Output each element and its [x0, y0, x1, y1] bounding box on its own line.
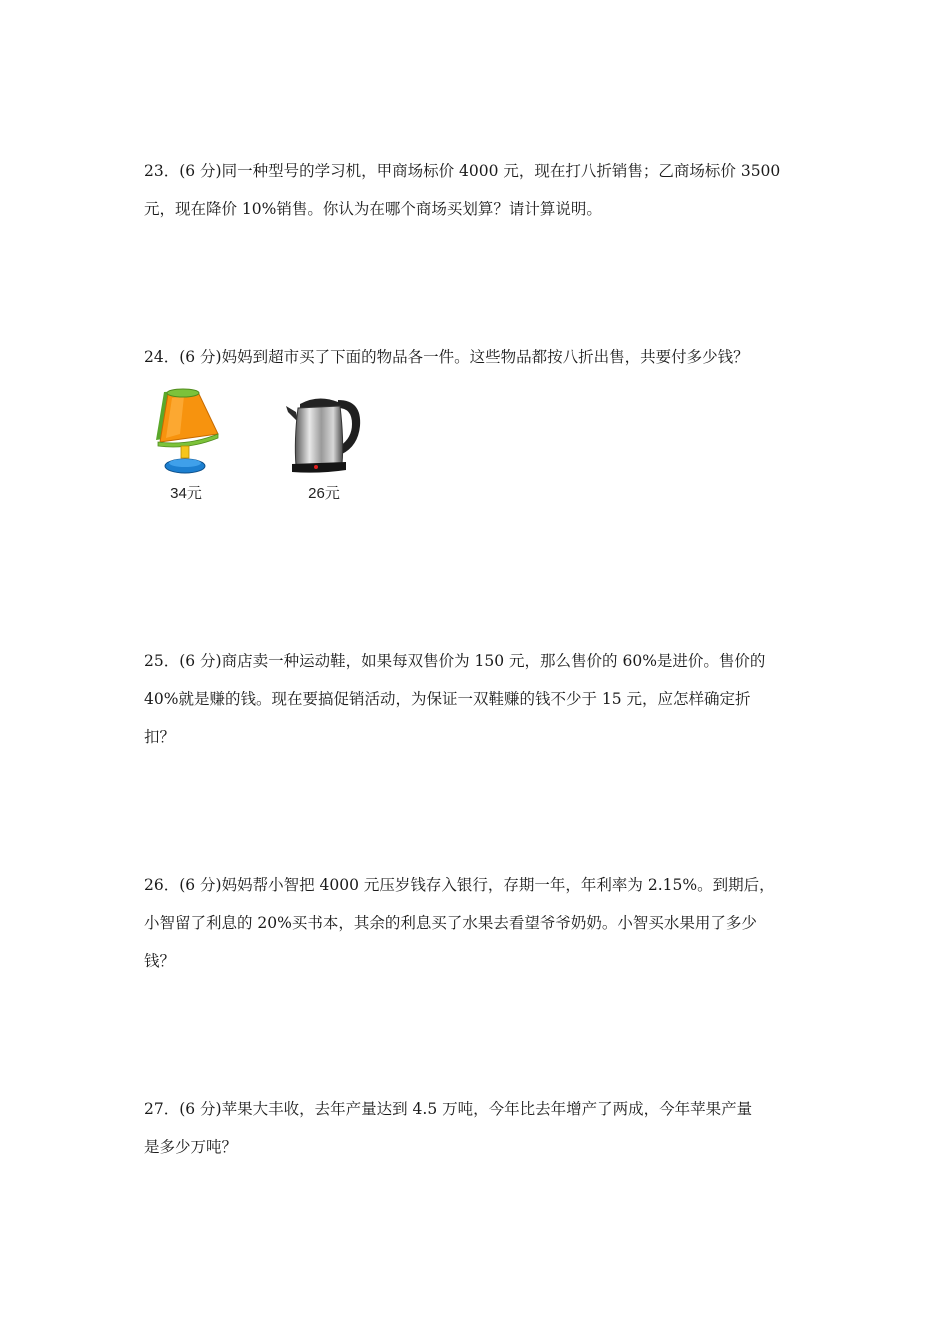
- question-24: [144, 338, 814, 376]
- question-line: 27．(6 分)苹果大丰收，去年产量达到 4.5 万吨，今年比去年增产了两成，今年苹果产量: [144, 1100, 753, 1118]
- question-line: 40%就是赚的钱。现在要搞促销活动，为保证一双鞋赚的钱不少于 15 元，应怎样确定折: [144, 690, 751, 708]
- question-line: 元，现在降价 10%销售。你认为在哪个商场买划算？请计算说明。: [144, 200, 602, 218]
- electric-kettle-icon: [282, 390, 366, 480]
- question-line: 钱？: [144, 952, 176, 970]
- question-27: [144, 1090, 814, 1166]
- question-line: 24．(6 分)妈妈到超市买了下面的物品各一件。这些物品都按八折出售，共要付多少钱？: [144, 348, 749, 366]
- price-label: 34元: [170, 485, 202, 502]
- price-label: 26元: [308, 485, 340, 502]
- table-lamp-icon: [150, 386, 222, 480]
- question-line: 25．(6 分)商店卖一种运动鞋，如果每双售价为 150 元，那么售价的 60%是进价。售价的: [144, 652, 766, 670]
- question-23: [144, 152, 814, 228]
- question-line: 26．(6 分)妈妈帮小智把 4000 元压岁钱存入银行，存期一年，年利率为 2.15%。到期后，: [144, 876, 775, 894]
- question-line: 是多少万吨？: [144, 1138, 238, 1156]
- item-table-lamp: [150, 386, 222, 503]
- question-line: 扣？: [144, 728, 176, 746]
- question-line: 23．(6 分)同一种型号的学习机，甲商场标价 4000 元，现在打八折销售；乙商场标价 3500: [144, 162, 781, 180]
- question-line: 小智留了利息的 20%买书本，其余的利息买了水果去看望爷爷奶奶。小智买水果用了多少: [144, 914, 757, 932]
- question-26: [144, 866, 814, 980]
- question-25: [144, 642, 814, 756]
- item-electric-kettle: [282, 390, 366, 503]
